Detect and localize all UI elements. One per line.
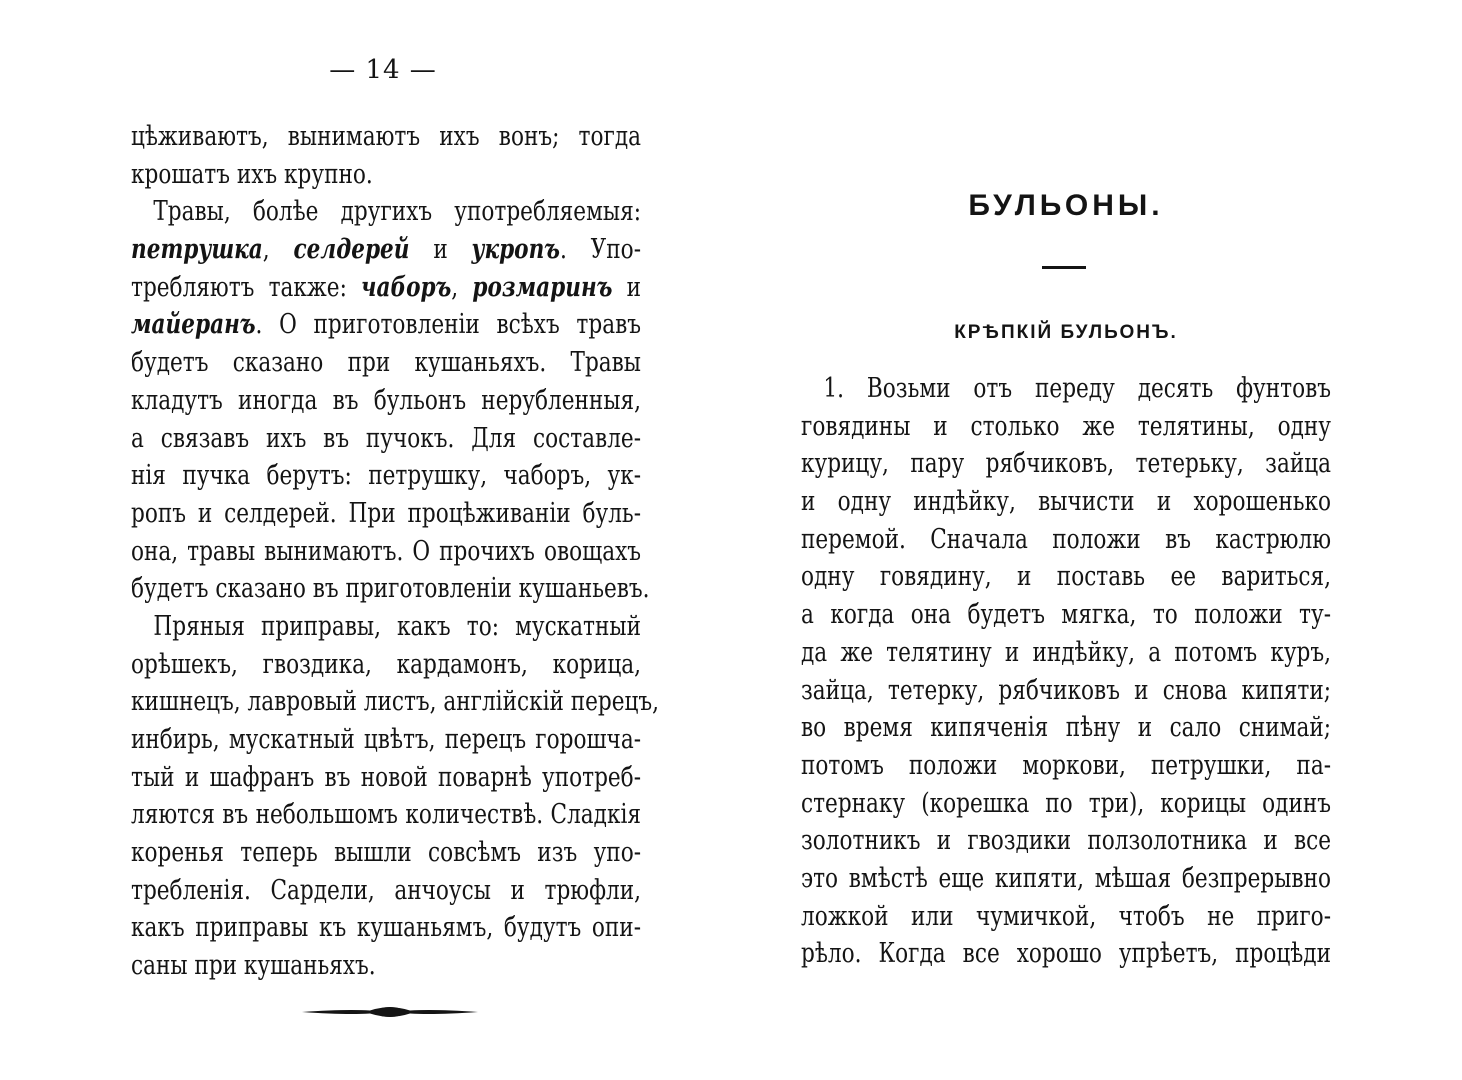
italic-term: розмаринъ (472, 271, 613, 303)
text-line: да же телятину и индѣйку, а потомъ куръ, (801, 636, 1331, 668)
text-line: коренья теперь вышли совсѣмъ изъ упо- (131, 837, 641, 869)
text-line: петрушка, селдерей и укропъ. Упо- (131, 234, 641, 266)
text-line: требляютъ также: чаборъ, розмаринъ и (131, 271, 642, 303)
section-title: БУЛЬОНЫ. (968, 189, 1164, 222)
text-line: будетъ сказано въ приготовленіи кушаньевъ. (131, 573, 650, 605)
text-line: зайца, тетерку, рябчиковъ и снова кипяти; (801, 674, 1331, 706)
recipe-text (801, 370, 1331, 973)
italic-term: селдерей (293, 234, 410, 266)
text-line: кладутъ иногда въ бульонъ нерубленныя, (131, 384, 641, 416)
text-line: какъ приправы къ кушаньямъ, будутъ опи- (131, 912, 641, 944)
text-line: ропъ и селдерей. При процѣживаніи буль- (131, 497, 641, 529)
text-line: ложкой или чумичкой, чтобъ не приго- (801, 900, 1331, 932)
text-line: тый и шафранъ въ новой поварнѣ употреб- (131, 761, 641, 793)
text-line: перемой. Сначала положи въ кастрюлю (801, 523, 1331, 555)
text-line: будетъ сказано при кушаньяхъ. Травы (131, 347, 641, 379)
text-line: нія пучка берутъ: петрушку, чаборъ, ук- (131, 460, 641, 492)
text-line: крошатъ ихъ крупно. (131, 158, 373, 190)
page-number: — 14 — (329, 55, 437, 85)
text-line: она, травы вынимаютъ. О прочихъ овощахъ (131, 535, 641, 567)
text-line: во время кипяченія пѣну и сало снимай; (801, 712, 1331, 744)
text-line: саны при кушаньяхъ. (131, 950, 376, 982)
right-page (731, 0, 1462, 1080)
subsection-title: КРѢПКІЙ БУЛЬОНЪ. (954, 322, 1178, 343)
text-line: Травы, болѣе другихъ употребляемыя: (153, 196, 641, 228)
left-page-text (131, 118, 660, 985)
text-line: рѣло. Когда все хорошо упрѣетъ, процѣди (801, 938, 1331, 970)
text-line: инбирь, мускатный цвѣтъ, перецъ горошча- (131, 724, 641, 755)
text-line: 1. Возьми отъ переду десять фунтовъ (823, 373, 1331, 404)
text-line: ляются въ небольшомъ количествѣ. Сладкія (131, 799, 641, 831)
text-line: потомъ положи моркови, петрушки, па- (801, 749, 1331, 781)
ornamental-tailpiece (300, 1002, 480, 1022)
italic-term: чаборъ (361, 271, 452, 303)
italic-term: укропъ (471, 234, 560, 266)
text-line: золотникъ и гвоздики ползолотника и все (801, 825, 1331, 857)
text-line: это вмѣстѣ еще кипяти, мѣшая безпрерывно (801, 862, 1331, 894)
text-line: орѣшекъ, гвоздика, кардамонъ, корица, (131, 648, 641, 680)
title-rule (1042, 266, 1086, 269)
text-line: курицу, пару рябчиковъ, тетерьку, зайца (801, 448, 1331, 480)
text-line: Пряныя приправы, какъ то: мускатный (153, 610, 641, 642)
text-line: а связавъ ихъ въ пучокъ. Для составле- (131, 422, 641, 454)
text-line: стернаку (корешка по три), корицы одинъ (801, 787, 1331, 819)
text-line: кишнецъ, лавровый листъ, англійскій перецъ, (131, 686, 660, 718)
text-line: майеранъ. О приготовленіи всѣхъ травъ (131, 309, 641, 341)
italic-term: петрушка (131, 234, 263, 266)
text-line: цѣживаютъ, вынимаютъ ихъ вонъ; тогда (131, 121, 641, 152)
text-line: а когда она будетъ мягка, то положи ту- (801, 599, 1331, 631)
text-line: говядины и столько же телятины, одну (801, 410, 1331, 442)
text-line: и одну индѣйку, вычисти и хорошенько (801, 486, 1331, 518)
text-line: одну говядину, и поставь ее вариться, (801, 561, 1331, 593)
italic-term: майеранъ (131, 309, 256, 341)
text-line: требленія. Сардели, анчоусы и трюфли, (131, 874, 641, 906)
